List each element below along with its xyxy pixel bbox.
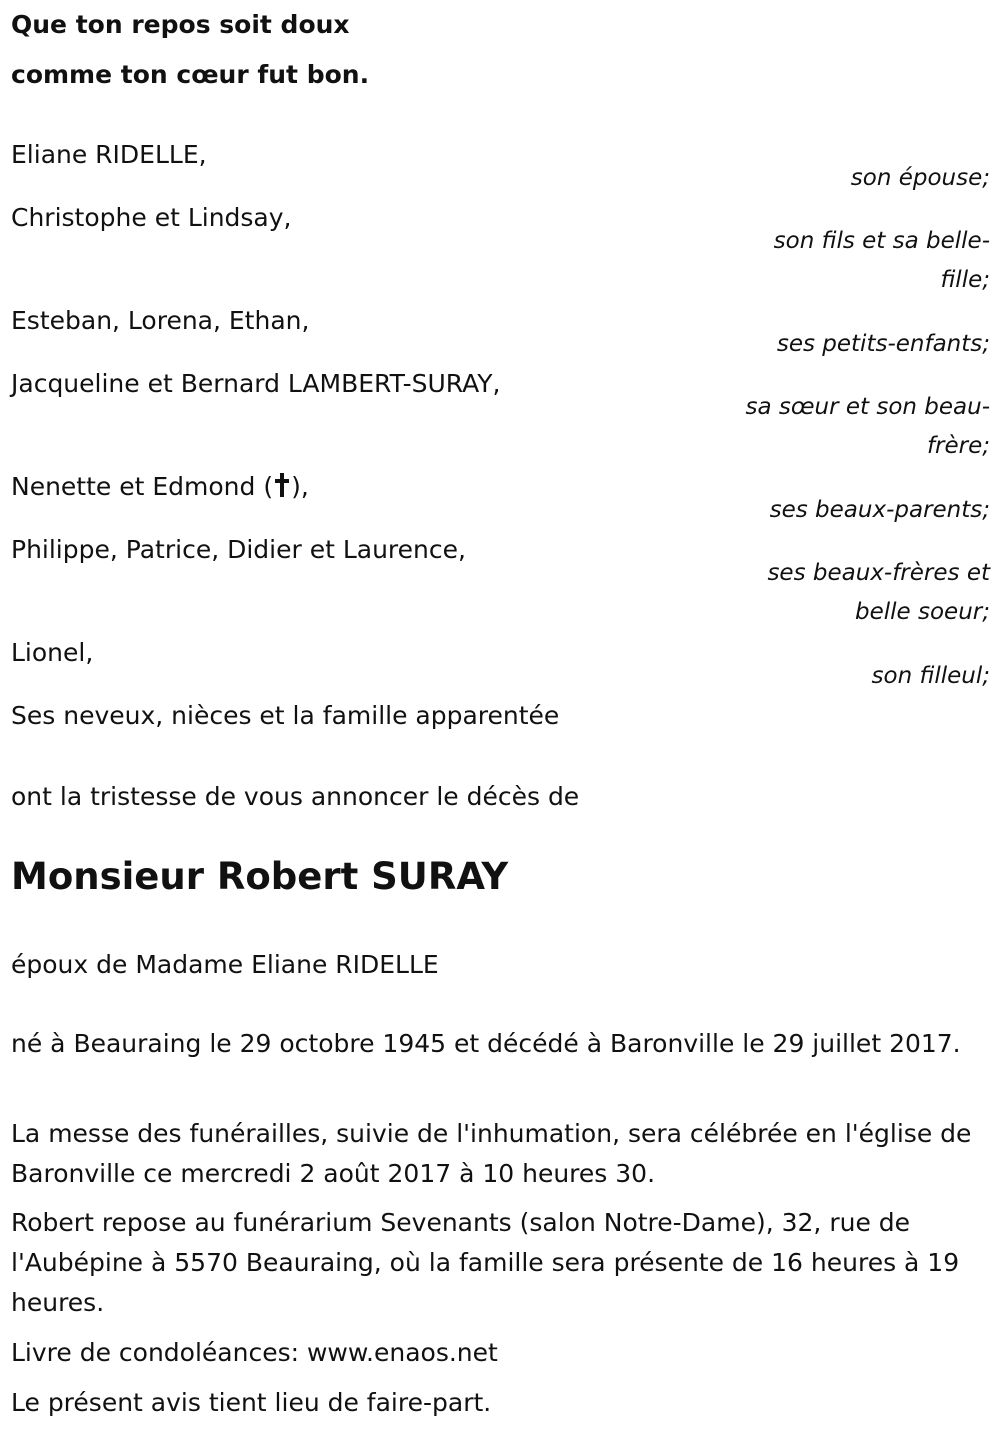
family-member-relation: son épouse; xyxy=(850,165,990,191)
family-member-relation: ses beaux-parents; xyxy=(769,497,990,523)
family-member-relation: son filleul; xyxy=(871,663,990,689)
family-member-name-end: ), xyxy=(291,472,309,501)
announcement-text: ont la tristesse de vous annoncer le décès de xyxy=(11,782,580,811)
family-member-name: Eliane RIDELLE, xyxy=(11,140,207,169)
spouse-line: époux de Madame Eliane RIDELLE xyxy=(11,950,439,979)
epitaph-line-2: comme ton cœur fut bon. xyxy=(11,60,370,89)
family-member-relation: son fils et sa belle-fille; xyxy=(773,228,990,293)
latin-cross-icon xyxy=(275,473,289,497)
deceased-name: Monsieur Robert SURAY xyxy=(11,855,509,898)
family-member-name: Esteban, Lorena, Ethan, xyxy=(11,306,310,335)
notice-text: Le présent avis tient lieu de faire-part. xyxy=(11,1388,492,1417)
family-member-name xyxy=(11,472,309,502)
funeral-info: La messe des funérailles, suivie de l'inhumation, sera célébrée en l'église de Baronville ce mercredi 2 août 2017 à 10 heures 30. xyxy=(11,1119,972,1188)
family-member-name: Christophe et Lindsay, xyxy=(11,203,292,232)
family-member-relation: sa sœur et son beau-frère; xyxy=(745,394,990,459)
family-member-name: Philippe, Patrice, Didier et Laurence, xyxy=(11,535,466,564)
family-member-name: Jacqueline et Bernard LAMBERT-SURAY, xyxy=(11,369,501,398)
condolences-info: Livre de condoléances: www.enaos.net xyxy=(11,1338,498,1367)
birth-death-info: né à Beauraing le 29 octobre 1945 et décédé à Baronville le 29 juillet 2017. xyxy=(11,1029,961,1058)
family-member-relation: ses beaux-frères et belle soeur; xyxy=(767,560,990,625)
family-member-name: Lionel, xyxy=(11,638,94,667)
family-member-relation: ses petits-enfants; xyxy=(776,331,990,357)
viewing-info: Robert repose au funérarium Sevenants (salon Notre-Dame), 32, rue de l'Aubépine à 5570 Beauraing, où la famille sera présente de 16 heures à 19 heures. xyxy=(11,1208,960,1317)
family-member-name-start: Nenette et Edmond ( xyxy=(11,472,274,501)
family-member-name: Ses neveux, nièces et la famille apparentée xyxy=(11,701,560,730)
epitaph-line-1: Que ton repos soit doux xyxy=(11,10,350,39)
